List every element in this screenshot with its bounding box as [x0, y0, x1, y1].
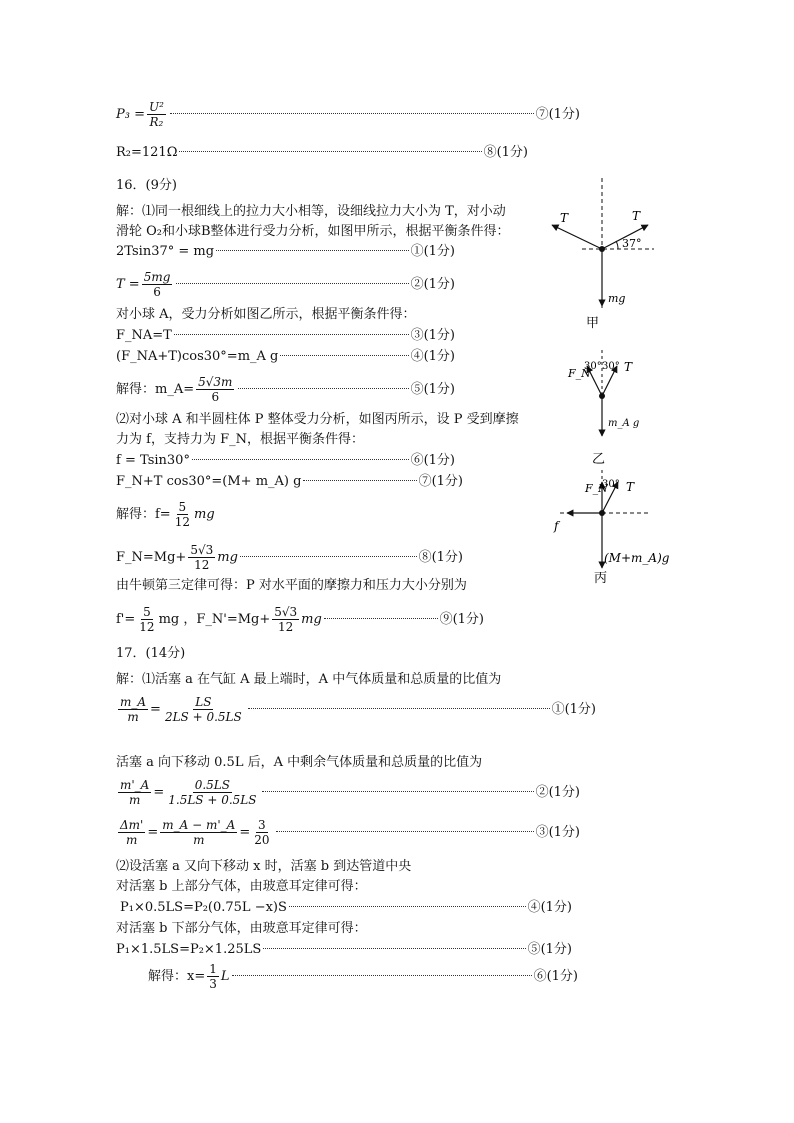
figure-bing: [553, 470, 670, 586]
label-t: T: [624, 360, 633, 374]
equals: =: [147, 824, 159, 840]
score: ③(1分): [535, 824, 580, 840]
figure-jia: [552, 178, 654, 331]
leader-dots: [289, 905, 526, 907]
leader-dots: [248, 707, 550, 709]
q16-eq5: [116, 375, 455, 404]
angle-arc: [616, 241, 618, 249]
eq-r2: [116, 145, 528, 161]
eq-b: mg ，F_N'=Mg+: [158, 611, 271, 627]
label-angle: 37°: [622, 237, 642, 250]
q16-a-intro: 对小球 A，受力分析如图乙所示，根据平衡条件得：: [116, 307, 416, 322]
q17-eq4: [120, 900, 572, 916]
q16-eq9: [116, 605, 484, 634]
body-point: [599, 510, 605, 516]
eq-text: f = Tsin30°: [116, 453, 190, 468]
eq-lhs-frac: [118, 818, 145, 847]
leader-dots: [179, 150, 481, 152]
eq-tail: L: [220, 968, 230, 984]
leader-dots: [262, 790, 533, 792]
q17-sol: [148, 962, 578, 991]
frac-num: 5√3: [190, 543, 214, 557]
point-o2: [599, 246, 605, 252]
ball-a: [599, 393, 605, 399]
eq-c: mg: [301, 611, 322, 627]
frac-den: 12: [194, 558, 210, 572]
eq-text: P₁×1.5LS=P₂×1.25LS: [116, 942, 262, 957]
score: ⑤(1分): [527, 942, 572, 957]
q17-move: 活塞 a 向下移动 0.5L 后，A 中剩余气体质量和总质量的比值为: [116, 755, 483, 770]
frac-den: 6: [211, 390, 220, 404]
score: ⑨(1分): [439, 611, 484, 627]
eq-tail: mg: [194, 506, 215, 522]
label-f: f: [554, 519, 559, 533]
q17-eq1: [116, 695, 596, 724]
frac-den: m: [127, 710, 139, 724]
frac-den: 2LS + 0.5LS: [164, 710, 242, 724]
q17-eq2: [116, 778, 580, 807]
label-angle-2: 30°: [602, 361, 620, 372]
score: ②(1分): [535, 784, 580, 800]
eq-text: F_NA=T: [116, 328, 172, 343]
caption-bing: 丙: [594, 571, 608, 586]
eq-p3: [116, 100, 580, 129]
q16-eq6: [116, 453, 455, 469]
eq-frac: [252, 818, 271, 847]
label-fn: F_N: [568, 367, 591, 380]
eq-lhs: 解得：x=: [148, 968, 206, 984]
score: ④(1分): [527, 900, 572, 915]
frac-den: 12: [278, 620, 294, 634]
eq-lhs-frac: [118, 778, 151, 807]
eq-frac: [163, 695, 244, 724]
label-angle-1: 30°: [584, 361, 602, 372]
eq-tail: mg: [217, 549, 238, 565]
eq-frac: [166, 778, 258, 807]
leader-dots: [238, 387, 408, 389]
label-t-right: T: [632, 209, 641, 223]
eq-text: P₁×0.5LS=P₂(0.75L −x)S: [120, 900, 287, 915]
leader-dots: [232, 974, 532, 976]
q16-eq4: [116, 349, 455, 365]
eq-a: f'=: [116, 611, 136, 627]
equals: =: [153, 784, 165, 800]
label-t: T: [626, 480, 635, 494]
score: ③(1分): [410, 328, 455, 343]
score: ①(1分): [551, 701, 596, 717]
eq-text: (F_NA+T)cos30°=m_A g: [116, 349, 279, 364]
q16-eq2: [116, 270, 455, 299]
score: ⑦(1分): [418, 474, 463, 489]
eq-mid-frac: [160, 818, 237, 847]
frac-num: U²: [148, 100, 164, 114]
label-weight: (M+m_A)g: [604, 551, 670, 565]
figure-yi: [567, 350, 639, 467]
q16-sol-f: [116, 500, 215, 529]
frac-den: 12: [174, 515, 190, 529]
caption-jia: 甲: [586, 316, 600, 331]
score: ⑥(1分): [533, 968, 578, 984]
eq-lhs: 解得：f=: [116, 506, 171, 522]
label-fn: F_N: [585, 482, 608, 495]
frac-den: 6: [153, 285, 161, 299]
frac-num: 1: [209, 962, 217, 976]
frac-den: 3: [209, 977, 217, 991]
leader-dots: [174, 333, 409, 335]
q17-eq3: [116, 818, 580, 847]
q17-eq5: [116, 942, 572, 958]
q16-intro-1: 解：⑴同一根细线上的拉力大小相等，设细线拉力大小为 T，对小动: [116, 204, 506, 219]
score: ⑦(1分): [535, 106, 580, 122]
eq-lhs: F_N=Mg+: [116, 549, 187, 565]
frac-num: 5: [178, 500, 187, 514]
q16-eq1: [116, 244, 455, 260]
frac-num: 5√3m: [198, 375, 233, 389]
frac-num: m'_A: [120, 778, 150, 792]
leader-dots: [170, 112, 534, 114]
eq-lhs-frac: [118, 695, 148, 724]
equals: =: [150, 701, 161, 717]
eq-p3-frac: [147, 100, 166, 129]
score: ⑧(1分): [418, 549, 463, 565]
frac-den: m: [125, 833, 138, 847]
q17-heading: 17．(14分): [116, 646, 186, 661]
eq-frac: [142, 270, 173, 299]
frac-num: m_A − m'_A: [162, 818, 236, 832]
score: ②(1分): [410, 276, 455, 292]
score: ④(1分): [410, 349, 455, 364]
q16-p2-intro-1: ⑵对小球 A 和半圆柱体 P 整体受力分析，如图丙所示，设 P 受到摩擦: [116, 412, 519, 427]
q17-upper: 对活塞 b 上部分气体，由玻意耳定律可得：: [116, 879, 367, 894]
eq-frac: [137, 605, 156, 634]
q16-intro-2: 滑轮 O₂和小球B整体进行受力分析，如图甲所示，根据平衡条件得：: [116, 224, 510, 239]
leader-dots: [280, 354, 408, 356]
eq-frac: [173, 500, 192, 529]
frac-num: 0.5LS: [194, 778, 230, 792]
tension-left-arrow: [552, 225, 602, 249]
eq-r2-text: R₂=121Ω: [116, 145, 178, 160]
leader-dots: [176, 282, 408, 284]
score: ⑥(1分): [410, 453, 455, 468]
frac-num: 5: [143, 605, 151, 619]
leader-dots: [276, 830, 534, 832]
q17-lower: 对活塞 b 下部分气体，由玻意耳定律可得：: [116, 921, 367, 936]
frac-num: 5√3: [274, 605, 298, 619]
q16-eq8: [116, 543, 463, 572]
eq-lhs: T =: [116, 276, 140, 292]
eq-frac: [272, 605, 299, 634]
leader-dots: [263, 947, 525, 949]
score: ⑤(1分): [410, 381, 455, 397]
label-angle: 30°: [602, 479, 620, 490]
leader-dots: [240, 555, 417, 557]
q17-intro: 解：⑴活塞 a 在气缸 A 最上端时，A 中气体质量和总质量的比值为: [116, 672, 502, 687]
eq-text: 2Tsin37° = mg: [116, 244, 215, 259]
frac-num: LS: [195, 695, 212, 709]
q16-newton: 由牛顿第三定律可得：P 对水平面的摩擦力和压力大小分别为: [116, 578, 467, 593]
label-mag: m_A g: [608, 418, 640, 429]
frac-num: 3: [258, 818, 266, 832]
eq-p3-lhs: P₃ =: [116, 106, 145, 122]
q16-eq3: [116, 328, 455, 344]
leader-dots: [324, 617, 438, 619]
frac-den: 12: [139, 620, 155, 634]
q17-p2: ⑵设活塞 a 又向下移动 x 时，活塞 b 到达管道中央: [116, 859, 412, 874]
caption-yi: 乙: [592, 452, 606, 467]
eq-lhs: 解得：m_A=: [116, 381, 195, 397]
leader-dots: [216, 249, 409, 251]
q16-heading: 16．(9分): [116, 178, 177, 193]
score: ①(1分): [410, 244, 455, 259]
label-t-left: T: [560, 211, 569, 225]
q16-p2-intro-2: 力为 f，支持力为 F_N，根据平衡条件得：: [116, 432, 364, 447]
eq-text: F_N+T cos30°=(M+ m_A) g: [116, 474, 302, 489]
leader-dots: [192, 458, 409, 460]
equals: =: [239, 824, 251, 840]
eq-frac: [196, 375, 234, 404]
frac-den: m: [193, 833, 205, 847]
force-diagrams: [530, 170, 690, 590]
frac-den: 20: [254, 833, 270, 847]
frac-den: m: [128, 793, 141, 807]
frac-den: 1.5LS + 0.5LS: [168, 793, 257, 807]
frac-num: m_A: [120, 695, 147, 709]
frac-den: R₂: [149, 115, 164, 129]
frac-num: Δm': [120, 818, 144, 832]
label-mg: mg: [608, 292, 626, 305]
eq-frac: [188, 543, 215, 572]
eq-frac: [207, 962, 219, 991]
score: ⑧(1分): [483, 145, 528, 160]
frac-num: 5mg: [143, 270, 171, 284]
leader-dots: [303, 479, 416, 481]
q16-eq7: [116, 474, 463, 490]
